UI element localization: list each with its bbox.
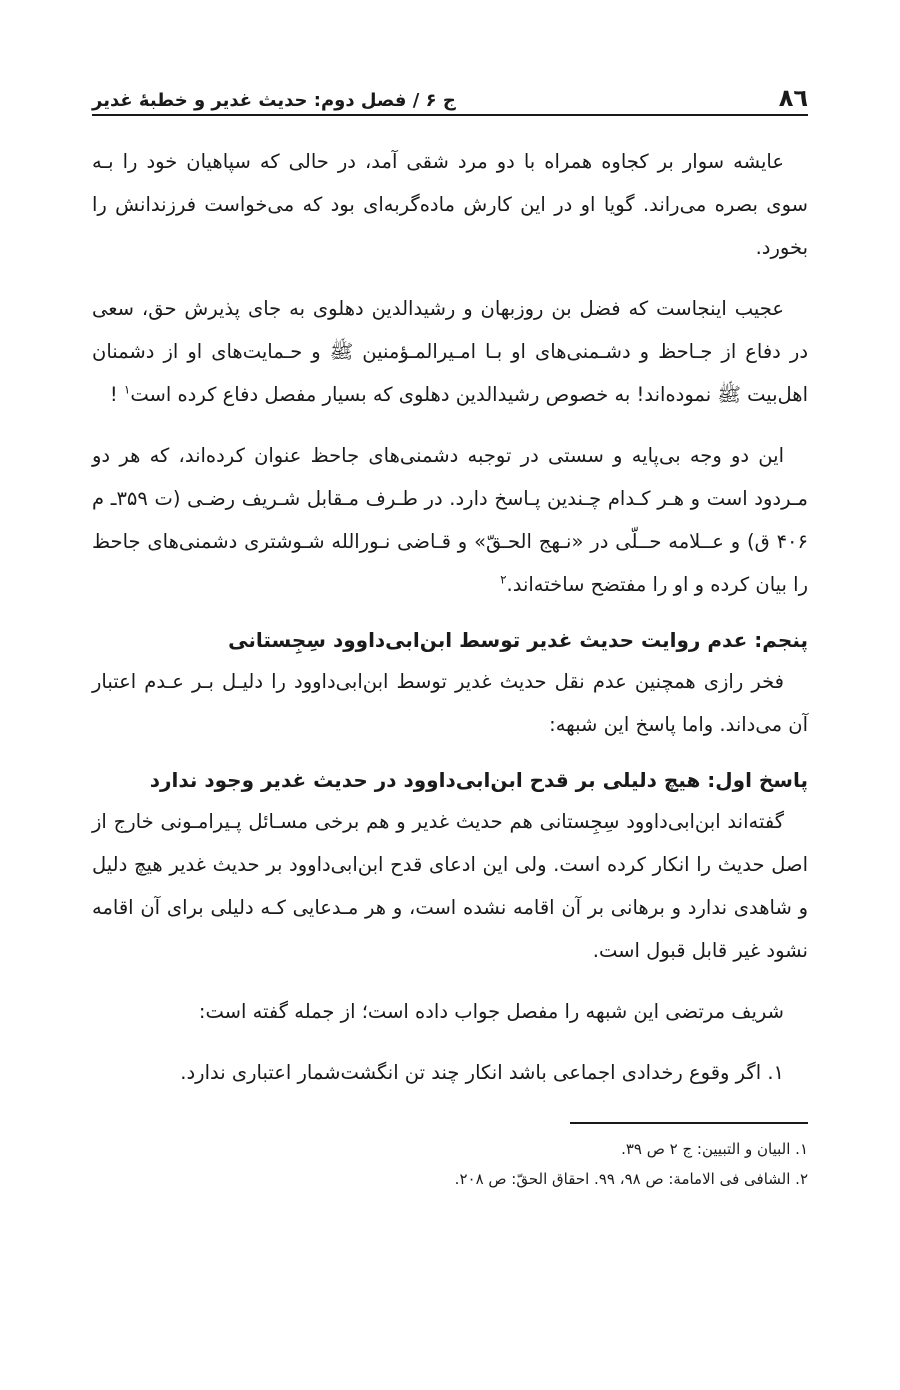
paragraph-point-1: ١. اگر وقوع رخدادی اجماعی باشد انكار چند تن انگشت‌شمار اعتباری ندارد. (180, 1061, 784, 1084)
footnote-divider (570, 1122, 808, 1124)
page-body (92, 140, 808, 1094)
section-heading-fifth: پنجم: عدم روايت حديث غدير توسط ابن‌ابی‌داوود سِجِستانی (228, 628, 808, 652)
paragraph-aisha: عايشه سوار بر كجاوه همراه با دو مرد شقی آمد، در حالی كه سپاهيان خود را بـه سوی بصره می‌راند. گويا او در اين كارش ماده‌گربه‌ای بود كه می‌خواست فرزندانش را بخورد. (92, 150, 808, 259)
section-heading-answer-1: پاسخ اول: هيچ دليلی بر قدح ابن‌ابی‌داوود در حديث غدير وجود ندارد (149, 768, 808, 792)
paragraph-sharif-murtaza: شريف مرتضی اين شبهه را مفصل جواب داده است؛ از جمله گفته است: (198, 1000, 784, 1023)
paragraph-defense-text: عجيب اينجاست كه فضل بن روزبهان و رشيدالدين دهلوی به جای پذيرش حق، سعی در دفاع از جـاحظ و دشـمنی‌های او بـا امـيرالمـؤمنين ﷺ و حـمايت‌های او از دشمنان اهل‌بيت ﷺ نموده‌اند! به خصوص رشيدالدين دهلوی كه بسيار مفصل دفاع كرده است (92, 297, 808, 406)
paragraph-answer-1: گفته‌اند ابن‌ابی‌داوود سِجِستانی هم حديث غدير و هم برخی مسـائل پـيرامـونی خارج از اصل حديث را انكار كرده است. ولی اين ادعای قدح ابن‌ابی‌داوود بر حديث غدير هيچ دليل و شاهدی ندارد و برهانی بر آن اقامه نشده است، و هر مـدعايی كـه دليلی برای آن اقامه نشود غير قابل قبول است. (92, 810, 808, 962)
footnote-2: ٢. الشافی فی الامامة: ص ٩٨، ٩٩. احقاق الحقّ: ص ٢٠٨. (454, 1170, 808, 1188)
paragraph-defense-end: ! (109, 383, 124, 406)
page-number: ٨٦ (778, 84, 808, 112)
paragraph-refutation (92, 434, 808, 606)
page-header (92, 70, 808, 116)
running-title: ج ۶ / فصل دوم: حديث غدير و خطبۀ غدير (92, 90, 456, 111)
paragraph-refutation-text: اين دو وجه بی‌پايه و سستی در توجبه دشمنی‌های جاحظ عنوان كرده‌اند، كه هر دو مـردود است و هـر كـدام چـندين پـاسخ دارد. در طـرف مـقابل شـريف رضـی (ت ٣۵٩ـ م ۴٠۶ ق) و عــلامه حــلّی در «نـهج الحـقّ» و قـاضی نـورالله شـوشتری دشمنی‌های جاحظ را بيان كرده و او را مفتضح ساخته‌اند. (92, 444, 808, 596)
footnote-1: ١. البيان و التبيين: ج ٢ ص ٣٩. (621, 1140, 808, 1158)
footnote-ref-2[interactable]: ٢ (500, 572, 507, 587)
footnote-ref-1[interactable]: ١ (123, 382, 131, 397)
footnotes (92, 1134, 808, 1194)
paragraph-defense (92, 287, 808, 416)
page-content (92, 70, 808, 1194)
paragraph-fakhr-razi: فخر رازی همچنين عدم نقل حديث غدير توسط ابن‌ابی‌داوود را دليـل بـر عـدم اعتبار آن می‌داند. واما پاسخ اين شبهه: (92, 670, 808, 736)
